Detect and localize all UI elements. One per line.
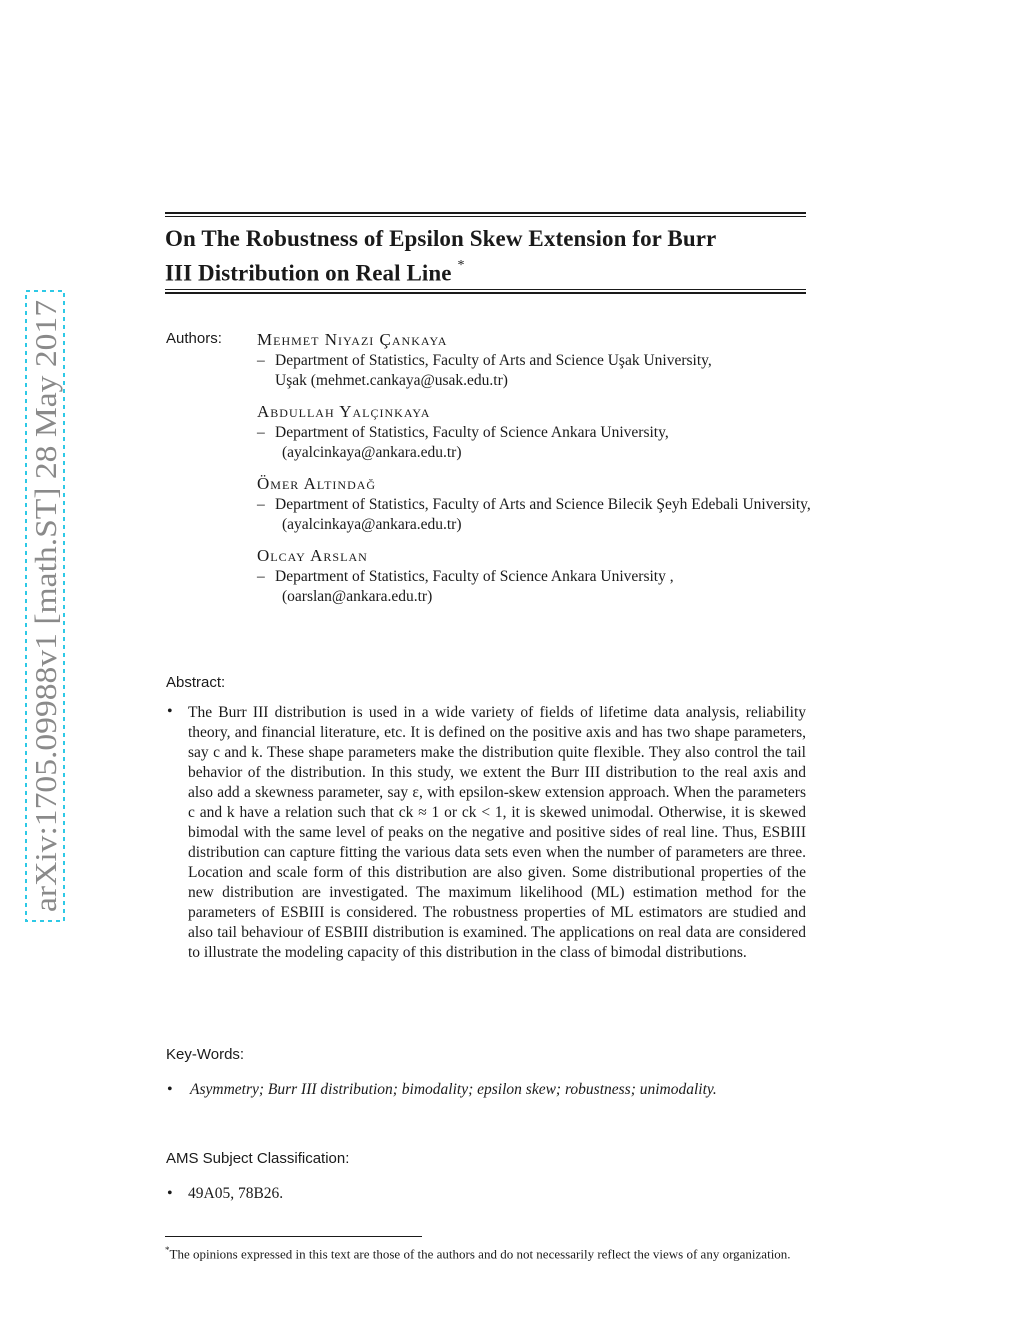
footnote-text: The opinions expressed in this text are those of the authors and do not necessarily reflect the views of any organization.: [169, 1246, 791, 1262]
author-name: Abdullah Yalçinkaya: [257, 402, 431, 421]
ams-label: AMS Subject Classification:: [166, 1150, 350, 1167]
author-contact: (oarslan@ankara.edu.tr): [282, 588, 433, 605]
author-contact: (ayalcinkaya@ankara.edu.tr): [282, 516, 462, 533]
affiliation-dash: –: [257, 352, 265, 369]
title-line-2: [165, 254, 825, 289]
affiliation-dash: –: [257, 568, 265, 585]
title-bottom-rule-thick: [165, 292, 806, 294]
ams-bullet: •: [167, 1185, 173, 1202]
authors-label: Authors:: [166, 330, 222, 347]
author-contact: Uşak (mehmet.cankaya@usak.edu.tr): [275, 372, 508, 389]
affiliation-text: Department of Statistics, Faculty of Arts and Science Uşak University,: [275, 352, 712, 369]
affiliation-dash: –: [257, 424, 265, 441]
author-contact: (ayalcinkaya@ankara.edu.tr): [282, 444, 462, 461]
ams-classification-text: 49A05, 78B26.: [188, 1185, 284, 1202]
arxiv-stamp-graphic: [25, 290, 65, 922]
affiliation-text: Department of Statistics, Faculty of Science Ankara University,: [275, 424, 669, 441]
title-bottom-rule-thin: [165, 289, 806, 290]
arxiv-stamp: [25, 290, 65, 922]
author-name: Ömer Altindağ: [257, 474, 377, 493]
keywords-bullet: •: [167, 1081, 173, 1098]
arxiv-stamp-text: arXiv:1705.09988v1 [math.ST] 28 May 2017: [28, 347, 63, 912]
title-top-rule-thick: [165, 212, 806, 214]
abstract-label: Abstract:: [166, 674, 226, 691]
author-affiliation: [257, 495, 811, 535]
abstract-text: The Burr III distribution is used in a wide variety of fields of lifetime data analysis, reliability theory, and financial literature, etc. It is defined on the positive axis and has two shape parameters, say c and k. These shape parameters make the distribution quite flexible. They also control the tail behavior of the distribution. In this study, we extent the Burr III distribution to the real axis and also add a skewness parameter, say ε, with epsilon-skew extension approach. When the parameters c and k have a relation such that ck ≈ 1 or ck < 1, it is skewed unimodal. Otherwise, it is skewed bimodal with the same level of peaks on the negative and positive sides of real line. Thus, ESBIII distribution can capture fitting the various data sets even when the number of parameters are three. Location and scale form of this distribution are also given. Some distributional properties of the new distribution are investigated. The maximum likelihood (ML) estimation method for the parameters of ESBIII is considered. The robustness properties of ML estimators are studied and also tail behaviour of ESBIII distribution is examined. The applications on real data are considered to illustrate the modeling capacity of this distribution in the class of bimodal distributions.: [188, 704, 806, 961]
affiliation-text: Department of Statistics, Faculty of Arts and Science Bilecik Şeyh Edebali University,: [275, 496, 811, 513]
abstract-bullet: •: [167, 703, 173, 720]
author-affiliation: [257, 567, 674, 607]
affiliation-dash: –: [257, 496, 265, 513]
affiliation-text: Department of Statistics, Faculty of Science Ankara University ,: [275, 568, 674, 585]
author-affiliation: [257, 423, 669, 463]
author-name: Mehmet Niyazi Çankaya: [257, 330, 448, 349]
title-line-1: On The Robustness of Epsilon Skew Extension for Burr: [165, 226, 717, 251]
title-line-2-text: III Distribution on Real Line: [165, 260, 452, 286]
title-top-rule-thin: [165, 216, 806, 217]
keywords-label: Key-Words:: [166, 1046, 245, 1063]
footnote-rule: [165, 1236, 422, 1237]
footnote: [165, 1241, 806, 1263]
keywords-text: Asymmetry; Burr III distribution; bimodality; epsilon skew; robustness; unimodality.: [190, 1081, 717, 1098]
paper-title: [165, 224, 825, 289]
title-footnote-mark[interactable]: *: [457, 258, 465, 273]
author-name: Olcay Arslan: [257, 546, 368, 565]
author-affiliation: [257, 351, 712, 391]
footnote-mark: *: [165, 1245, 170, 1255]
